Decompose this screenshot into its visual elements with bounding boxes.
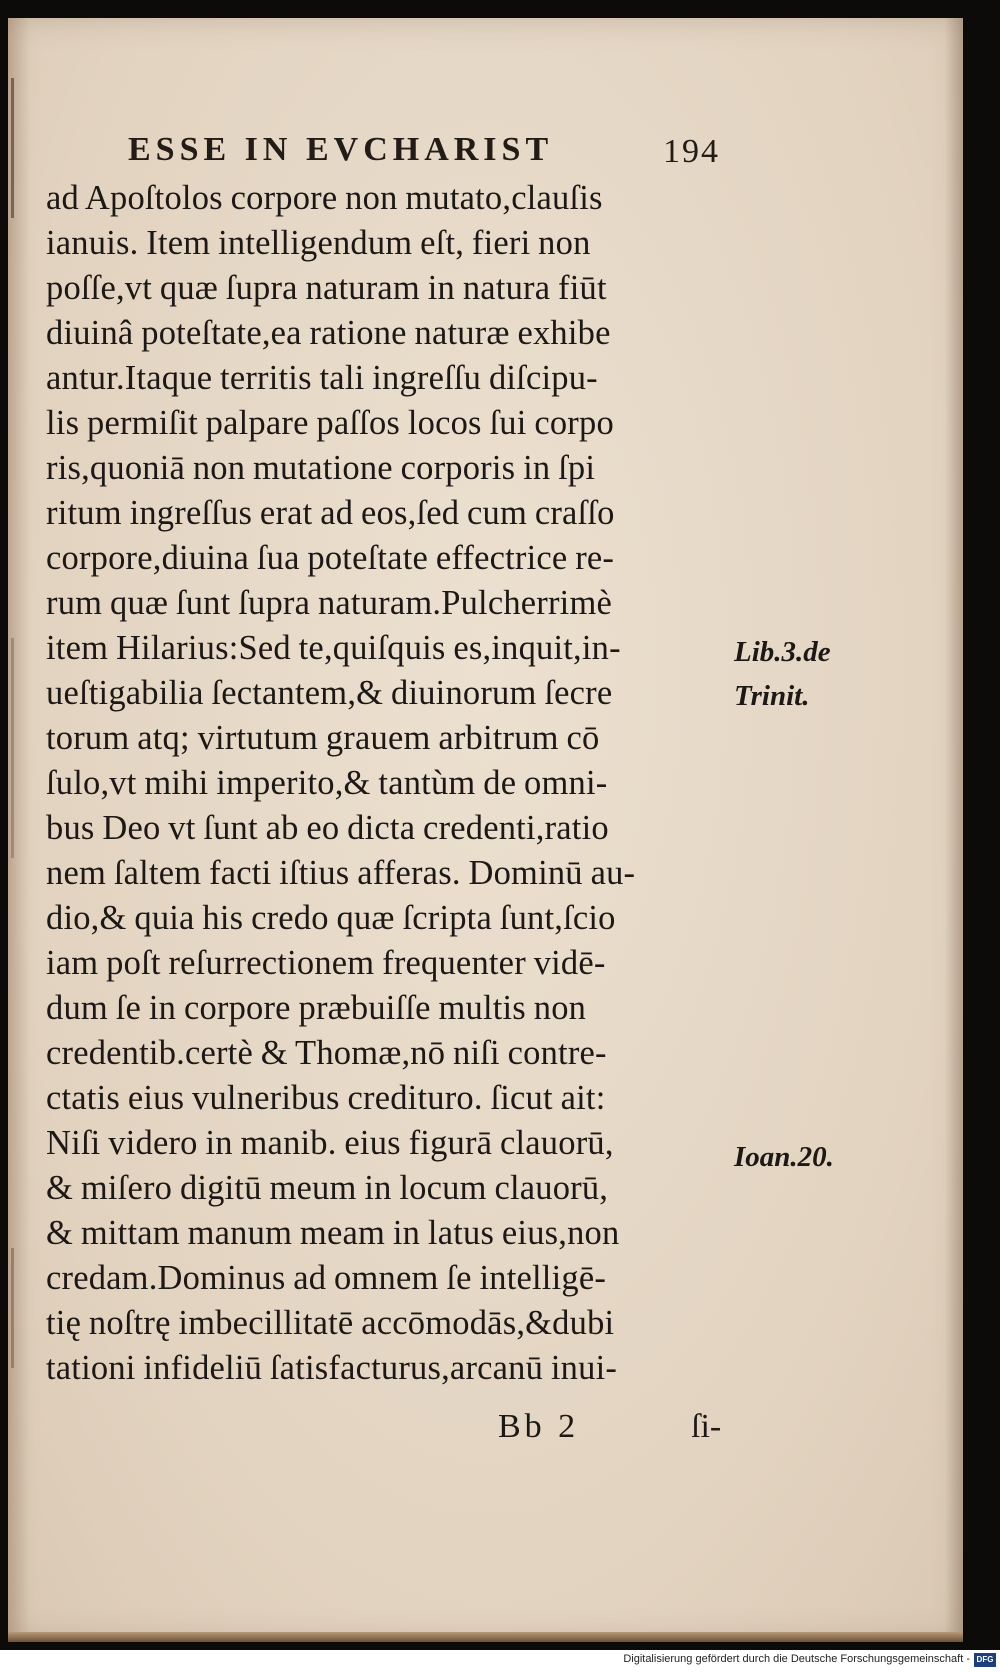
text-line: corpore,diuina ſua poteſtate effectrice re-: [46, 539, 615, 577]
paper-stain: [11, 638, 14, 858]
catchword: ſi-: [691, 1408, 722, 1445]
text-line: nem ſaltem facti iſtius afferas. Dominū au-: [46, 854, 636, 892]
marginal-note: Lib.3.de: [734, 636, 831, 668]
text-line: & mittam manum meam in latus eius,non: [46, 1214, 620, 1252]
text-line: bus Deo vt ſunt ab eo dicta credenti,ratio: [46, 809, 609, 847]
text-line: ritum ingreſſus erat ad eos,ſed cum craſſo: [46, 494, 615, 532]
running-head: ESSE IN EVCHARIST: [128, 131, 554, 168]
page-number: 194: [663, 133, 720, 170]
text-line: dio,& quia his credo quæ ſcripta ſunt,ſcio: [46, 899, 616, 937]
text-line: diuinâ poteſtate,ea ratione naturæ exhibe: [46, 314, 611, 352]
text-line: item Hilarius:Sed te,quiſquis es,inquit,in-: [46, 629, 621, 667]
text-line: rum quæ ſunt ſupra naturam.Pulcherrimè: [46, 584, 613, 622]
text-line: ctatis eius vulneribus credituro. ſicut ait:: [46, 1079, 606, 1117]
text-line: credam.Dominus ad omnem ſe intelligē-: [46, 1259, 607, 1297]
signature-mark: Bb 2: [498, 1408, 580, 1445]
marginal-note: Trinit.: [734, 680, 810, 712]
page-text-block: [8, 18, 963, 1640]
paper-stain: [11, 1248, 14, 1368]
text-line: ſulo,vt mihi imperito,& tantùm de omni-: [46, 764, 608, 802]
paper-stain: [11, 78, 14, 218]
text-line: lis permiſit palpare paſſos locos ſui corpo: [46, 404, 614, 442]
text-line: & miſero digitū meum in locum clauorū,: [46, 1169, 609, 1207]
page-edge: [8, 1632, 963, 1642]
book-page: [8, 18, 963, 1640]
text-line: poſſe,vt quæ ſupra naturam in natura fiūt: [46, 269, 607, 307]
marginal-note: Ioan.20.: [734, 1141, 834, 1173]
text-line: ad Apoſtolos corpore non mutato,clauſis: [46, 179, 603, 217]
funding-credit: Digitalisierung gefördert durch die Deutsche Forschungsgemeinschaft -: [623, 1653, 970, 1665]
digitization-footer: [0, 1650, 1000, 1673]
text-line: tię noſtrę imbecillitatē accōmodās,&dubi: [46, 1304, 615, 1342]
text-line: antur.Itaque territis tali ingreſſu diſcipu-: [46, 359, 598, 397]
text-line: torum atq; virtutum grauem arbitrum cō: [46, 719, 600, 757]
body-text: [46, 176, 706, 1391]
text-line: tationi infideliū ſatisfacturus,arcanū inui-: [46, 1349, 618, 1387]
text-line: dum ſe in corpore præbuiſſe multis non: [46, 989, 587, 1027]
text-line: iam poſt reſurrectionem frequenter vidē-: [46, 944, 606, 982]
text-line: Niſi videro in manib. eius figurā clauorū,: [46, 1124, 614, 1162]
text-line: ris,quoniā non mutatione corporis in ſpi: [46, 449, 596, 487]
dfg-logo: DFG: [974, 1653, 996, 1667]
text-line: ianuis. Item intelligendum eſt, fieri non: [46, 224, 591, 262]
text-line: credentib.certè & Thomæ,nō niſi contre-: [46, 1034, 607, 1072]
text-line: ueſtigabilia ſectantem,& diuinorum ſecre: [46, 674, 613, 712]
